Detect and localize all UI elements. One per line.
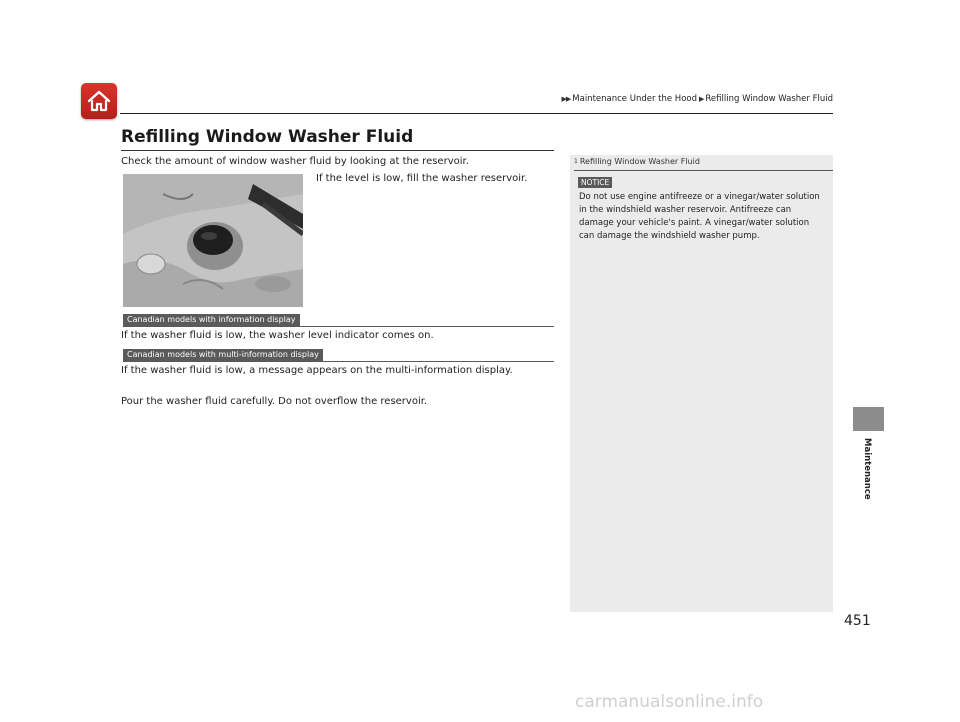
tag-underline xyxy=(123,326,554,327)
breadcrumb-arrow-icon: ▶ xyxy=(699,95,704,103)
breadcrumb-item-refilling-washer-fluid[interactable]: Refilling Window Washer Fluid xyxy=(705,94,833,104)
level-low-text: If the level is low, fill the washer reservoir. xyxy=(316,173,528,184)
page-number: 451 xyxy=(844,613,871,629)
multi-info-display-text: If the washer fluid is low, a message appears on the multi-information display. xyxy=(121,365,513,376)
home-button[interactable] xyxy=(81,83,117,119)
breadcrumb-arrow-icon: ▶▶ xyxy=(561,95,571,103)
breadcrumb xyxy=(562,94,834,104)
reference-number: 1 xyxy=(574,158,578,165)
breadcrumb-item-maintenance-under-the-hood[interactable]: Maintenance Under the Hood xyxy=(572,94,697,104)
section-tab-label: Maintenance xyxy=(862,438,872,500)
pour-text: Pour the washer fluid carefully. Do not overflow the reservoir. xyxy=(121,396,428,407)
notice-badge: NOTICE xyxy=(578,177,612,188)
notice-text: Do not use engine antifreeze or a vinegar/water solution in the windshield washer reservoir. Antifreeze can damage your vehicle's paint. A vinegar/water solution can damage the windshield washer pump. xyxy=(579,192,820,241)
header-divider xyxy=(120,113,833,114)
section-tab-marker[interactable] xyxy=(853,407,884,431)
sidebar-divider xyxy=(574,170,833,171)
info-display-text: If the washer fluid is low, the washer level indicator comes on. xyxy=(121,330,434,341)
sidebar-heading-text: Refilling Window Washer Fluid xyxy=(579,157,700,166)
watermark: carmanualsonline.info xyxy=(575,692,764,712)
tag-info-display: Canadian models with information display xyxy=(123,314,300,326)
sidebar-heading xyxy=(574,157,700,166)
tag-underline xyxy=(123,361,554,362)
intro-text: Check the amount of window washer fluid by looking at the reservoir. xyxy=(121,156,469,167)
home-icon xyxy=(87,90,111,112)
tag-multi-info-display: Canadian models with multi-information display xyxy=(123,349,323,361)
page-title: Refilling Window Washer Fluid xyxy=(121,127,414,147)
title-divider xyxy=(121,150,554,151)
washer-reservoir-image xyxy=(123,174,303,307)
